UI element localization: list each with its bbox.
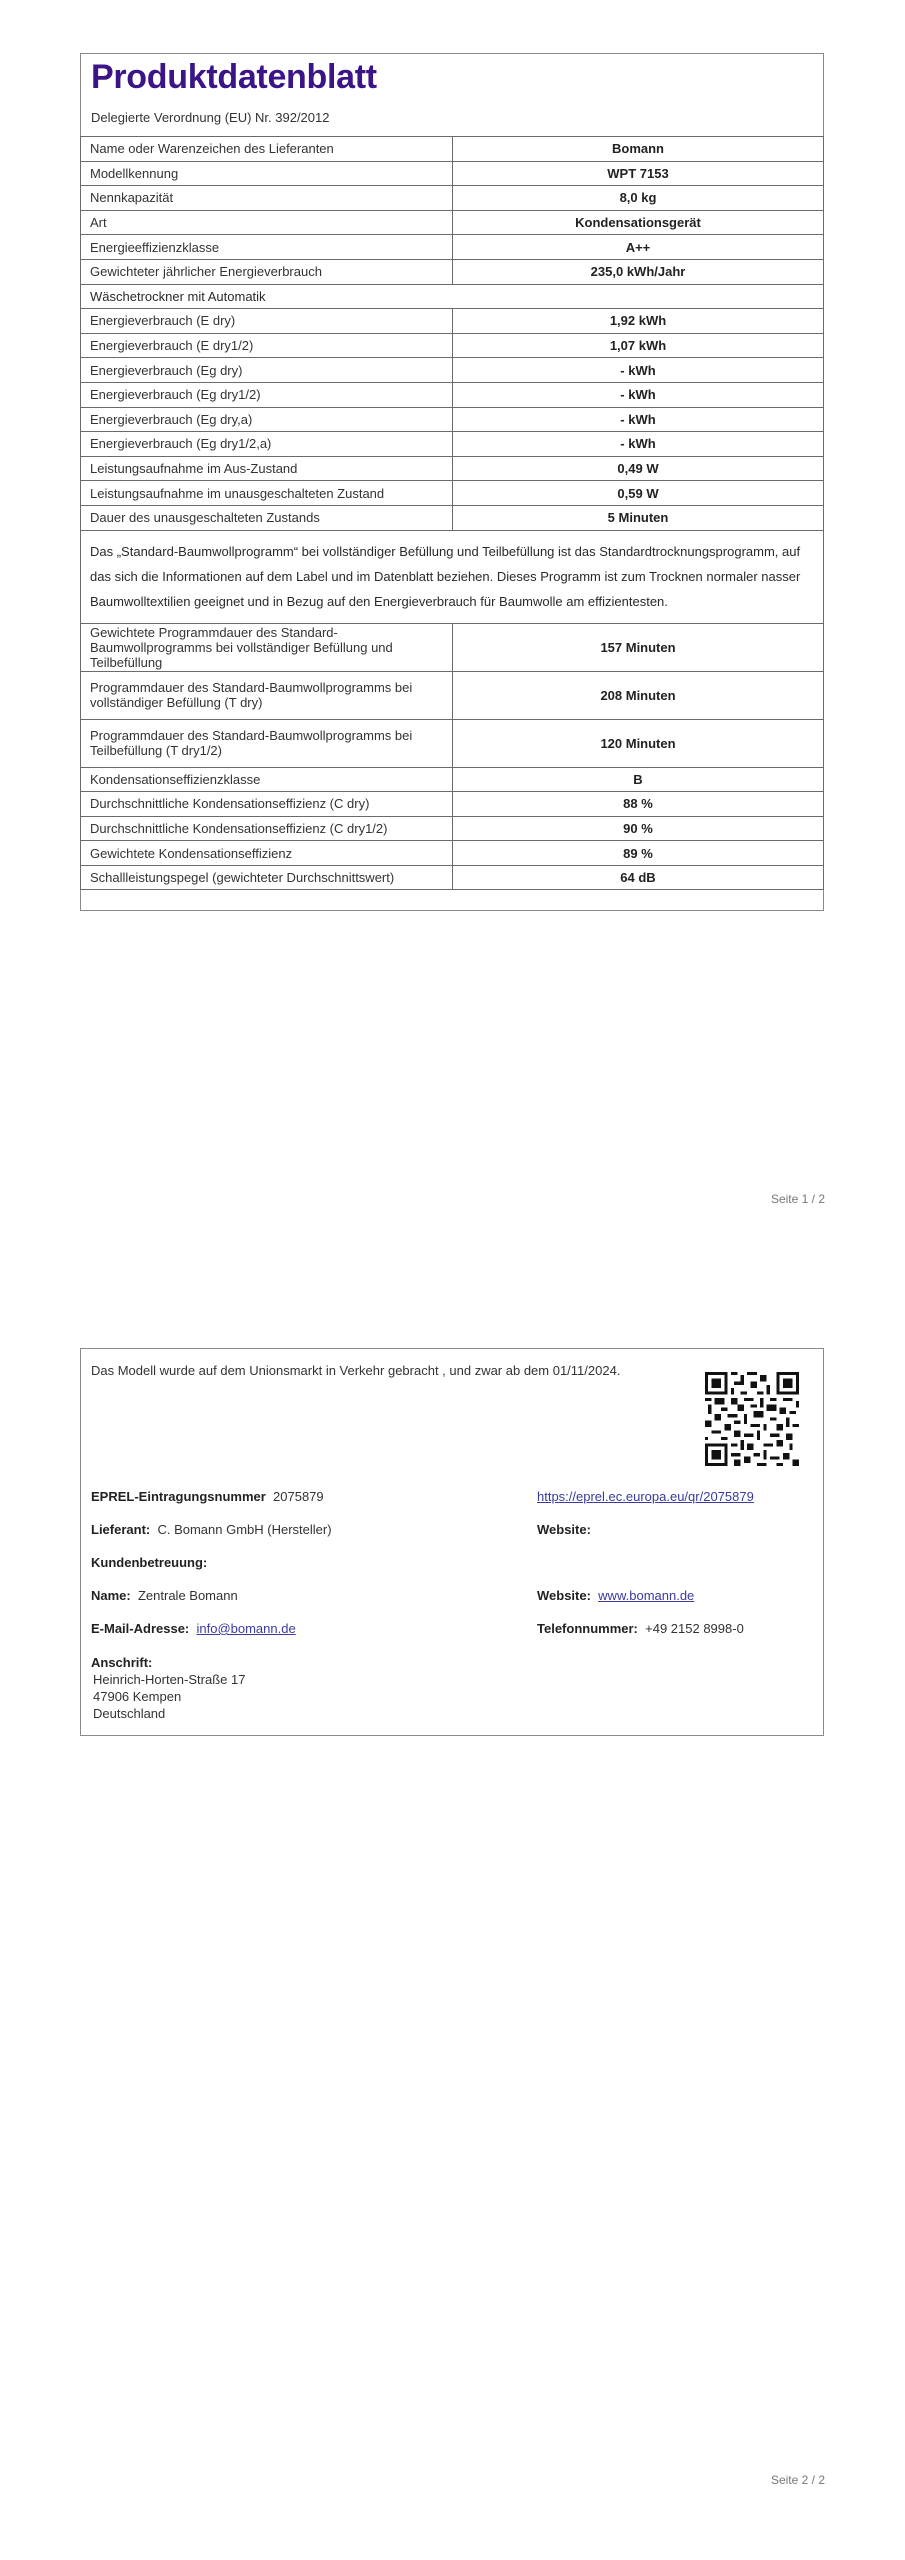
section-label: Wäschetrockner mit Automatik [81,284,824,309]
row-value: - kWh [453,432,824,457]
product-datasheet-page-1 [80,53,824,911]
table-row [81,382,824,407]
row-value: Kondensationsgerät [453,210,824,235]
row-label: Durchschnittliche Kondensationseffizienz (C dry) [81,792,453,817]
table-row [81,865,824,890]
row-value: 8,0 kg [453,186,824,211]
name-label: Name: [91,1588,131,1603]
row-label: Leistungsaufnahme im unausgeschalteten Zustand [81,481,453,506]
regulation-subtitle: Delegierte Verordnung (EU) Nr. 392/2012 [91,110,330,125]
address-street: Heinrich-Horten-Straße 17 [93,1672,246,1687]
row-label: Gewichteter jährlicher Energieverbrauch [81,259,453,284]
table-row [81,407,824,432]
row-value: 0,59 W [453,481,824,506]
table-row [81,841,824,866]
row-label: Modellkennung [81,161,453,186]
address-label: Anschrift: [91,1655,153,1670]
table-row [81,816,824,841]
row-value: Bomann [453,137,824,162]
row-label: Nennkapazität [81,186,453,211]
table-row [81,792,824,817]
product-datasheet-page-2 [80,1348,824,1736]
table-row [81,210,824,235]
table-row [81,456,824,481]
row-label: Energieverbrauch (Eg dry) [81,358,453,383]
page-number: Seite 2 / 2 [770,2473,825,2487]
row-value: - kWh [453,382,824,407]
row-label: Gewichtete Programmdauer des Standard-Baumwollprogramms bei vollständiger Befüllung und Teilbefüllung [81,623,453,671]
row-value: 88 % [453,792,824,817]
row-value: 90 % [453,816,824,841]
table-row [81,259,824,284]
address-block [91,1654,245,1722]
row-label: Energieverbrauch (E dry) [81,309,453,334]
email-link[interactable]: info@bomann.de [196,1621,296,1636]
page-title: Produktdatenblatt [91,58,377,96]
program-description: Das „Standard-Baumwollprogramm“ bei vollständiger Befüllung und Teilbefüllung ist das Standardtrocknungsprogramm, auf das sich die Informationen auf dem Label und im Datenblatt beziehen. Dieses Programm ist zum Trocknen normaler nasser Baumwolltextilien geeignet und in Bezug auf den Energieverbrauch für Baumwolle am effizientesten. [81,530,824,623]
table-row [81,161,824,186]
row-label: Energieeffizienzklasse [81,235,453,260]
phone-label: Telefonnummer: [537,1621,638,1636]
row-label: Programmdauer des Standard-Baumwollprogramms bei Teilbefüllung (T dry1/2) [81,719,453,767]
support-website-link[interactable]: www.bomann.de [598,1588,695,1603]
row-value: 5 Minuten [453,505,824,530]
market-placement-text: Das Modell wurde auf dem Unionsmarkt in Verkehr gebracht , und zwar ab dem 01/11/2024. [91,1363,621,1378]
supplier-name: C. Bomann GmbH (Hersteller) [157,1522,332,1537]
eprel-registration [91,1489,324,1504]
table-row [81,432,824,457]
support-email [91,1621,296,1636]
row-label: Energieverbrauch (Eg dry1/2) [81,382,453,407]
row-label: Dauer des unausgeschalteten Zustands [81,505,453,530]
phone-value: +49 2152 8998-0 [645,1621,744,1636]
table-row [81,767,824,792]
table-row [81,309,824,334]
row-value: - kWh [453,358,824,383]
row-value: WPT 7153 [453,161,824,186]
email-label: E-Mail-Adresse: [91,1621,190,1636]
row-label: Art [81,210,453,235]
table-row [81,719,824,767]
table-paragraph-row [81,530,824,623]
customer-support-heading: Kundenbetreuung: [91,1555,208,1570]
row-label: Leistungsaufnahme im Aus-Zustand [81,456,453,481]
table-section-row [81,284,824,309]
table-row [81,333,824,358]
row-label: Schallleistungspegel (gewichteter Durchschnittswert) [81,865,453,890]
support-name [91,1588,238,1603]
row-value: 1,92 kWh [453,309,824,334]
row-value: 64 dB [453,865,824,890]
support-phone [537,1621,744,1636]
row-label: Energieverbrauch (E dry1/2) [81,333,453,358]
table-row [81,481,824,506]
row-label: Programmdauer des Standard-Baumwollprogramms bei vollständiger Befüllung (T dry) [81,671,453,719]
row-value: 235,0 kWh/Jahr [453,259,824,284]
supplier-website-label: Website: [537,1522,591,1537]
row-label: Energieverbrauch (Eg dry,a) [81,407,453,432]
qr-code-icon[interactable] [705,1371,799,1467]
page-number: Seite 1 / 2 [770,1192,825,1206]
table-row [81,505,824,530]
supplier-label: Lieferant: [91,1522,151,1537]
address-country: Deutschland [93,1706,166,1721]
table-row [81,137,824,162]
spec-table [80,136,824,890]
table-row [81,671,824,719]
table-row [81,358,824,383]
table-row [81,186,824,211]
row-value: - kWh [453,407,824,432]
row-label: Kondensationseffizienzklasse [81,767,453,792]
eprel-label: EPREL-Eintragungsnummer [91,1489,266,1504]
supplier-info [91,1522,332,1537]
support-website-label: Website: [537,1588,591,1603]
row-value: B [453,767,824,792]
row-value: A++ [453,235,824,260]
row-label: Durchschnittliche Kondensationseffizienz (C dry1/2) [81,816,453,841]
row-value: 0,49 W [453,456,824,481]
row-label: Name oder Warenzeichen des Lieferanten [81,137,453,162]
row-value: 120 Minuten [453,719,824,767]
eprel-number: 2075879 [273,1489,324,1504]
row-value: 1,07 kWh [453,333,824,358]
table-row [81,623,824,671]
name-value: Zentrale Bomann [137,1588,238,1603]
table-row [81,235,824,260]
row-label: Gewichtete Kondensationseffizienz [81,841,453,866]
support-website [537,1588,694,1603]
row-value: 208 Minuten [453,671,824,719]
address-city: 47906 Kempen [93,1689,182,1704]
row-label: Energieverbrauch (Eg dry1/2,a) [81,432,453,457]
eprel-link[interactable]: https://eprel.ec.europa.eu/qr/2075879 [537,1489,754,1504]
row-value: 89 % [453,841,824,866]
row-value: 157 Minuten [453,623,824,671]
